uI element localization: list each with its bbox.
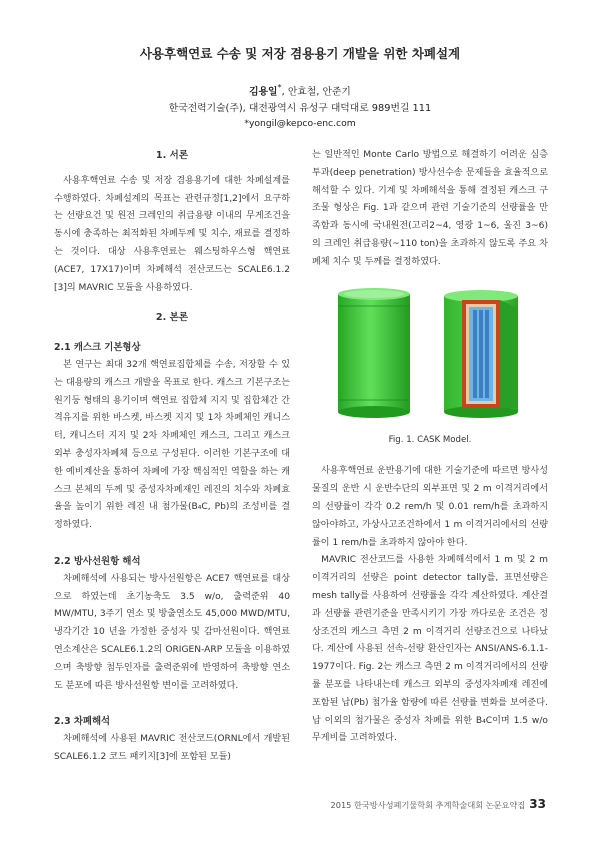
section-2-1-heading: 2.1 캐스크 기본형상 [54,342,141,354]
section-1-paragraph: 사용후핵연료 수송 및 저장 겸용용기에 대한 차폐설계를 수행하였다. 차폐설계의 목표는 관련규정[1,2]에서 요구하는 선량요건 및 원전 크레인의 취급용량 이내의 무게조건을 동시에 충족하는 최적화된 차폐두께 및 치수, 재료를 결정하는 것이다. 대상 사용후연료는 웨스팅하우스형 핵연료(ACE7, 17X17)이며 차폐해석 전산코드는 SCALE6.1.2 [3]의 MAVRIC 모듈을 사용하였다. [54,175,290,293]
right-column [312,147,548,748]
section-2-3-paragraph: 차폐해석에 사용된 MAVRIC 전산코드(ORNL에서 개발된 SCALE6.1.2 코드 패키지[3]에 포함된 모듈) [54,734,290,762]
lead-author: 김용일 [249,86,278,98]
right-paragraph-3: MAVRIC 전산코드를 사용한 차폐해석에서 1 m 및 2 m 이격거리의 선량은 point detector tally를, 표면선량은 mesh tally를 사용하여 선량률을 각각 계산하였다. 계산결과 선량률 관련기준을 만족시키기 가장 까다로운 조건은 정상조건의 캐스크 측면 2 m 이격거리 선량조건으로 나타났다. 계산에 사용된 선속-선량 환산인자는 ANSI/ANS-6.1.1-1977이다. Fig. 2는 캐스크 측면 2 m 이격거리에서의 선량률 분포를 나타내는데 캐스크 외부의 중성자차폐재 레진에 포함된 납(Pb) 첨가율 함량에 따른 선량률 변화를 보여준다. 납 이외의 첨가물은 중성자 차폐를 위한 B₄C이며 1.5 w/o 무게비를 고려하였다. [312,555,548,744]
right-paragraph-2: 사용후핵연료 운반용기에 대한 기술기준에 따르면 방사성물질의 운반 시 운반수단의 외부표면 및 2 m 이격거리에서의 선량률이 각각 0.2 rem/h 및 0.01 rem/h를 초과하지 않아야하고, 가상사고조건하에서 1 m 이격거리에서의 선량률이 1 rem/h를 초과하지 않아야 한다. [312,466,548,548]
section-1-heading: 1. 서론 [155,150,189,161]
section-2-3-heading: 2.3 차폐해석 [54,716,111,728]
footer-text: 2015 한국방사성폐기물학회 추계학술대회 논문요약집 [330,800,526,810]
section-2-2-paragraph: 차폐해석에 사용되는 방사선원항은 ACE7 핵연료를 대상으로 하였는데 초기농축도 3.5 w/o, 출력준위 40 MW/MTU, 3주기 연소 및 방출연소도 45,000 MWD/MTU, 냉각기간 10 년을 가정한 중성자 및 감마선원이다. 핵연료 연소계산은 SCALE6.1.2의 ORIGEN-ARP 모듈을 이용하였으며 축방향 첨두인자를 출력준위에 반영하여 축방향 연소도 분포에 따른 방사선원항 변이를 고려하였다. [54,573,290,691]
affiliation: 한국전력기술(주), 대전광역시 유성구 대덕대로 989번길 111 [168,103,432,114]
paper-title: 사용후핵연료 수송 및 저장 겸용용기 개발을 위한 차폐설계 [139,46,461,61]
cask-exterior [338,288,410,418]
email: *yongil@kepco-enc.com [244,118,356,129]
right-paragraph-1: 는 일반적인 Monte Carlo 방법으로 해결하기 어려운 심층투과(deep penetration) 방사선수송 문제들을 효율적으로 해석할 수 있다. 기계 및 차폐해석을 통해 결정된 캐스크 구조물 형상은 Fig. 1과 같으며 관련 기술기준의 선량률을 만족함과 동시에 국내원전(고리2~4, 영광 1~6, 울진 3~6)의 크레인 취급용량(~110 ton)을 초과하지 않도록 주요 차폐체 치수 및 두께를 결정하였다. [312,150,548,267]
section-2-1-paragraph: 본 연구는 최대 32개 핵연료집합체를 수송, 저장할 수 있는 대용량의 캐스크 개발을 목표로 한다. 캐스크 기본구조는 원기둥 형태의 용기이며 핵연료 집합체 지지 및 집합체간 간격유지를 위한 바스켓, 바스켓 지지 및 1차 차폐체인 캐니스터, 캐니스터 지지 및 2차 차폐체인 캐스크, 그리고 캐스크 외부 충성자차폐체 등으로 구성된다. 이러한 기본구조에 대한 예비계산을 통하여 차폐에 가장 핵심적인 역할을 하는 캐스크 본체의 두께 및 중성자차폐재인 레진의 치수와 차폐효율을 높이기 위한 레진 내 첨가물(B₄C, Pb)의 조성비를 결정하였다. [54,359,290,531]
cask-model-illustration [312,284,548,424]
cask-cutaway [444,290,518,418]
cask-figure [312,284,548,424]
page-footer [331,797,546,811]
section-2-heading: 2. 본론 [155,312,189,324]
section-2-2-heading: 2.2 방사선원항 해석 [54,555,141,567]
author-line [0,82,600,97]
corresponding-mark: * [277,82,282,92]
figure-1-caption: Fig. 1. CASK Model. [388,434,472,445]
page-number: 33 [529,797,546,811]
co-authors: , 안효철, 안준기 [281,86,351,98]
left-column [54,147,290,767]
